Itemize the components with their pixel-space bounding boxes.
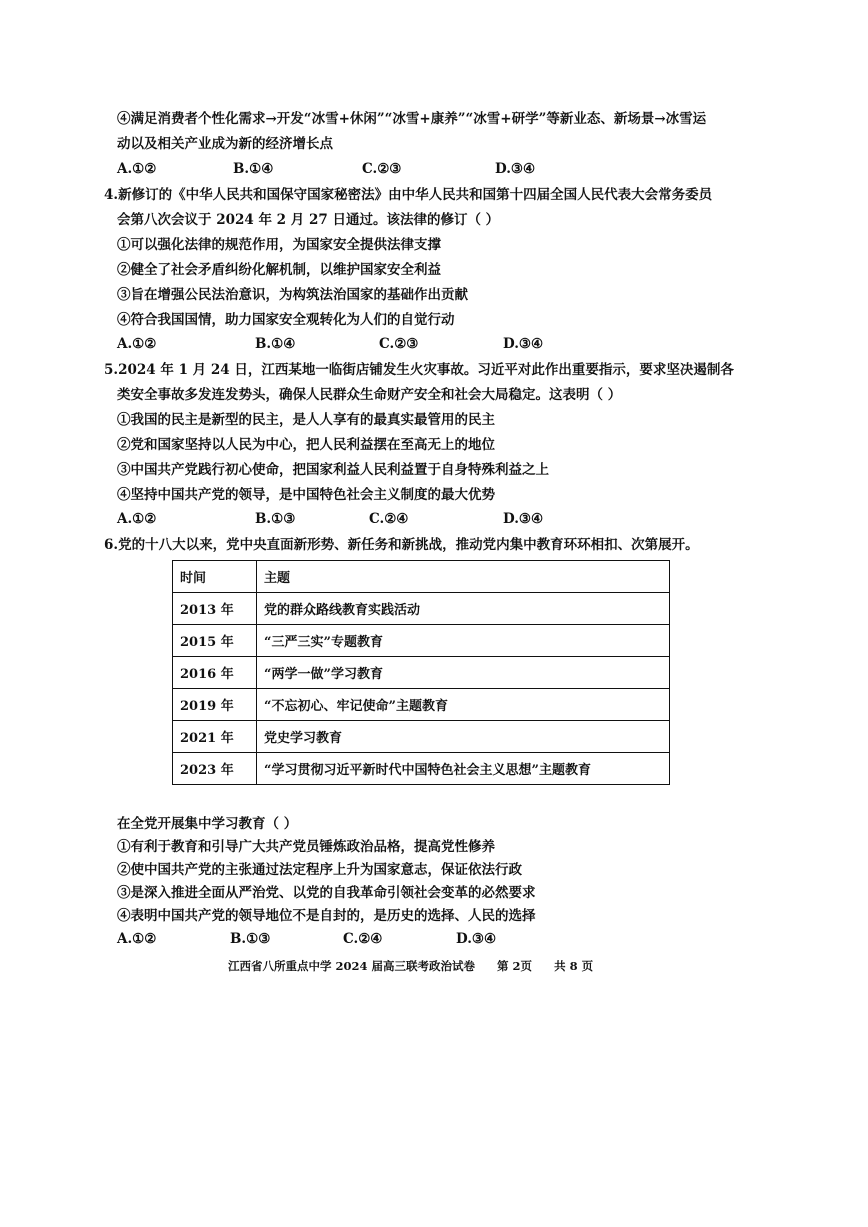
table-row [173, 657, 670, 689]
table-cell-year: 2015 年 [173, 625, 257, 657]
table-cell-theme: “学习贯彻习近平新时代中国特色社会主义思想”主题教育 [257, 753, 670, 785]
table-header-row [173, 561, 670, 593]
q5-option-c[interactable]: C.②④ [369, 511, 409, 527]
q6-item-2: ②使中国共产党的主张通过法定程序上升为国家意志，保证依法行政 [117, 862, 522, 878]
q5-stem-line1: 5.2024 年 1 月 24 日，江西某地一临街店铺发生火灾事故。习近平对此作出重要指示，要求坚决遏制各 [104, 362, 734, 378]
table-cell-year: 2023 年 [173, 753, 257, 785]
q5-item-1: ①我国的民主是新型的民主，是人人享有的最真实最管用的民主 [117, 412, 495, 428]
q6-item-1: ①有利于教育和引导广大共产党员锤炼政治品格，提高党性修养 [117, 839, 495, 855]
table-cell-year: 2016 年 [173, 657, 257, 689]
q3-item-4-line2: 动以及相关产业成为新的经济增长点 [117, 136, 333, 152]
q6-item-3: ③是深入推进全面从严治党、以党的自我革命引领社会变革的必然要求 [117, 885, 536, 901]
q3-option-b[interactable]: B.①④ [233, 161, 274, 177]
table-cell-year: 2021 年 [173, 721, 257, 753]
q4-stem-line2: 会第八次会议于 2024 年 2 月 27 日通过。该法律的修订（ ） [117, 212, 500, 228]
q5-option-a[interactable]: A.①② [117, 511, 157, 527]
q3-option-d[interactable]: D.③④ [495, 161, 536, 177]
table-cell-theme: “两学一做”学习教育 [257, 657, 670, 689]
q5-stem-line2: 类安全事故多发连发势头，确保人民群众生命财产安全和社会大局稳定。这表明（ ） [117, 387, 622, 403]
q6-item-4: ④表明中国共产党的领导地位不是自封的，是历史的选择、人民的选择 [117, 908, 536, 924]
q4-option-c[interactable]: C.②③ [379, 336, 419, 352]
page-footer [228, 958, 611, 974]
q4-option-d[interactable]: D.③④ [503, 336, 544, 352]
table-cell-theme: 党史学习教育 [257, 721, 670, 753]
q4-item-4: ④符合我国国情，助力国家安全观转化为人们的自觉行动 [117, 312, 455, 328]
q6-option-d[interactable]: D.③④ [456, 931, 497, 947]
q3-option-a[interactable]: A.①② [117, 161, 157, 177]
q5-option-b[interactable]: B.①③ [255, 511, 296, 527]
table-cell-year: 2013 年 [173, 593, 257, 625]
table-row [173, 753, 670, 785]
table-header-time: 时间 [173, 561, 257, 593]
table-header-theme: 主题 [257, 561, 670, 593]
q6-option-a[interactable]: A.①② [117, 931, 157, 947]
education-timeline-table [172, 560, 670, 785]
table-row [173, 625, 670, 657]
q3-option-c[interactable]: C.②③ [362, 161, 402, 177]
table-cell-year: 2019 年 [173, 689, 257, 721]
table-row [173, 593, 670, 625]
q4-item-2: ②健全了社会矛盾纠纷化解机制，以维护国家安全利益 [117, 262, 441, 278]
q5-item-2: ②党和国家坚持以人民为中心，把人民利益摆在至高无上的地位 [117, 437, 495, 453]
table-row [173, 721, 670, 753]
table-cell-theme: “不忘初心、牢记使命”主题教育 [257, 689, 670, 721]
q3-item-4-line1: ④满足消费者个性化需求→开发“冰雪+休闲”“冰雪+康养”“冰雪+研学”等新业态、新场景→冰雪运 [117, 111, 707, 127]
footer-exam-title: 江西省八所重点中学 2024 届高三联考政治试卷 [228, 959, 476, 973]
q4-option-a[interactable]: A.①② [117, 336, 157, 352]
q6-question: 在全党开展集中学习教育（ ） [117, 816, 298, 832]
q6-option-b[interactable]: B.①③ [230, 931, 271, 947]
table-row [173, 689, 670, 721]
q4-option-b[interactable]: B.①④ [255, 336, 296, 352]
q5-item-3: ③中国共产党践行初心使命，把国家利益人民利益置于自身特殊利益之上 [117, 462, 549, 478]
table-cell-theme: 党的群众路线教育实践活动 [257, 593, 670, 625]
q4-item-1: ①可以强化法律的规范作用，为国家安全提供法律支撑 [117, 237, 441, 253]
footer-total-pages: 共 8 页 [554, 959, 594, 973]
footer-page-number: 第 2页 [497, 959, 533, 973]
q4-stem-line1: 4.新修订的《中华人民共和国保守国家秘密法》由中华人民共和国第十四届全国人民代表大会常务委员 [104, 187, 713, 203]
q6-stem: 6.党的十八大以来，党中央直面新形势、新任务和新挑战，推动党内集中教育环环相扣、次第展开。 [104, 537, 699, 553]
q6-option-c[interactable]: C.②④ [343, 931, 383, 947]
q5-item-4: ④坚持中国共产党的领导，是中国特色社会主义制度的最大优势 [117, 487, 495, 503]
table-cell-theme: “三严三实”专题教育 [257, 625, 670, 657]
q4-item-3: ③旨在增强公民法治意识，为构筑法治国家的基础作出贡献 [117, 287, 468, 303]
q5-option-d[interactable]: D.③④ [503, 511, 544, 527]
